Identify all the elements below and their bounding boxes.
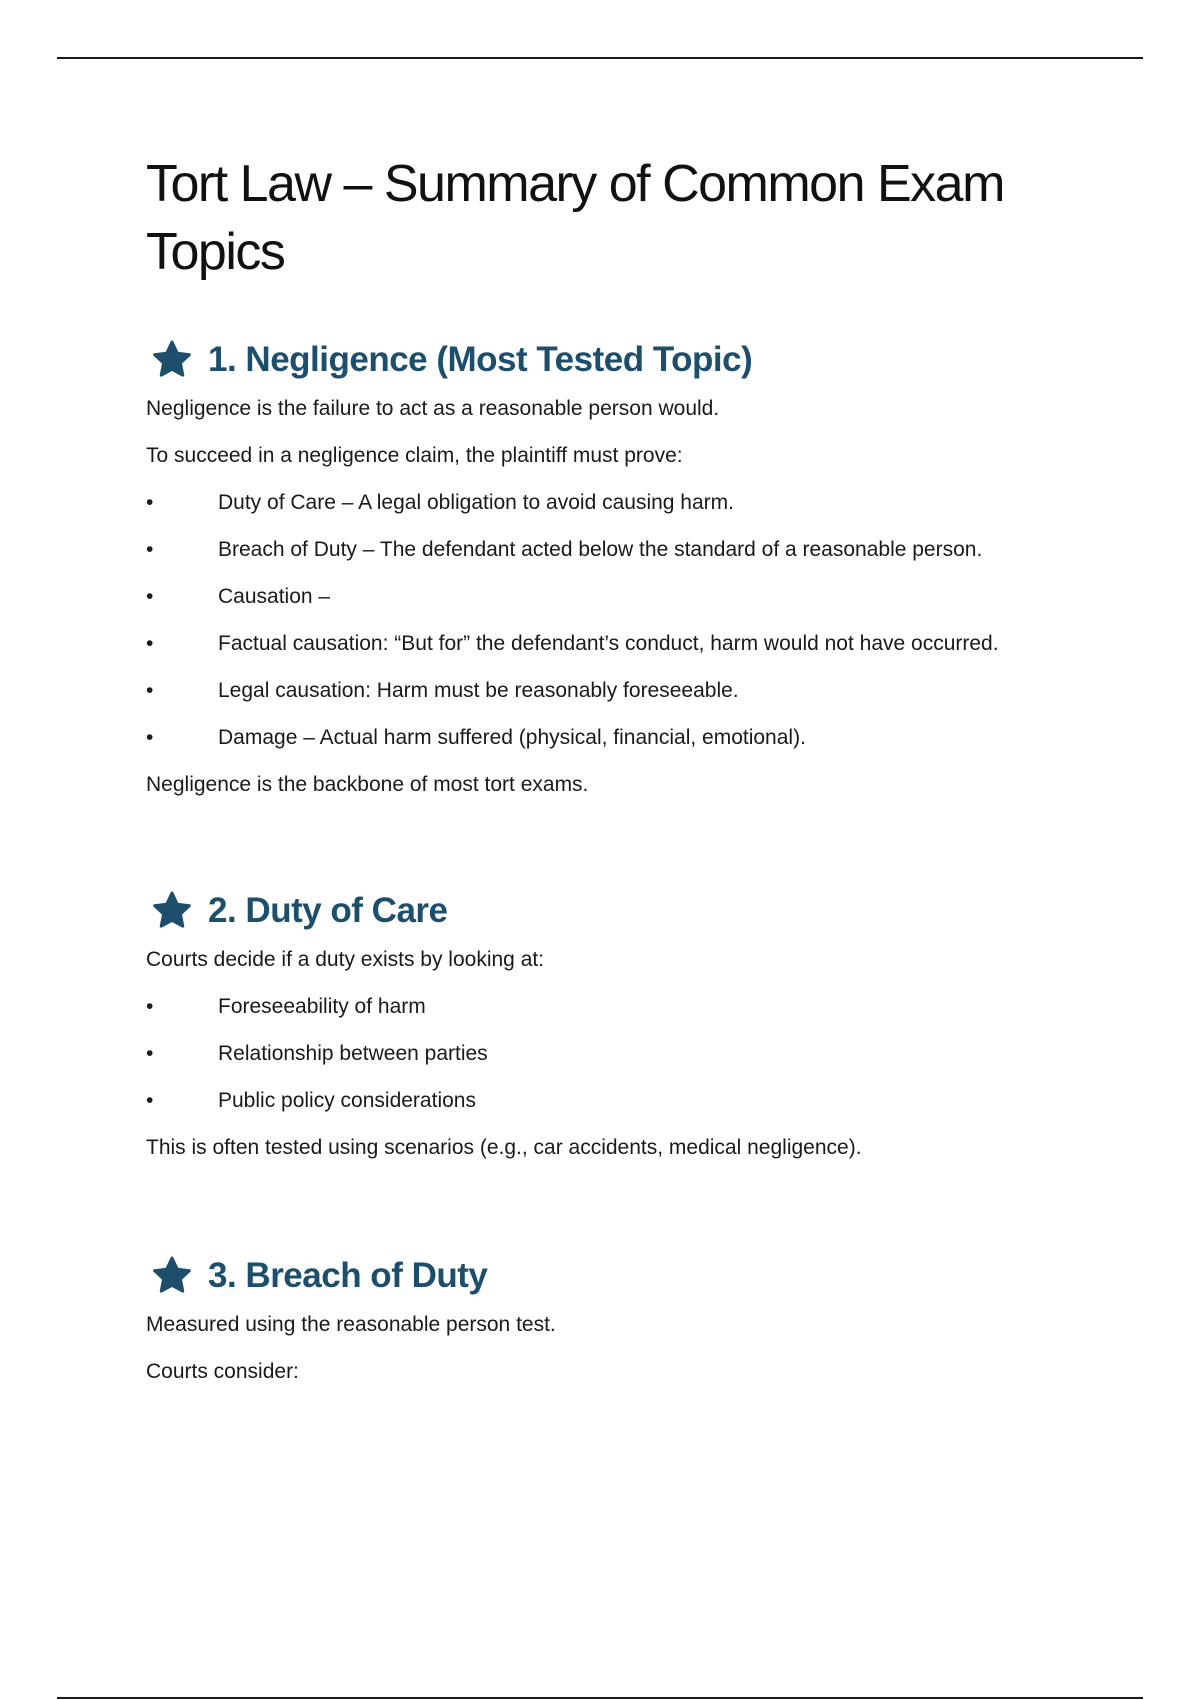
- star-icon: [150, 889, 194, 933]
- list-item: • Damage – Actual harm suffered (physical, financial, emotional).: [146, 721, 1046, 754]
- section-intro: Courts decide if a duty exists by looking at:: [146, 948, 545, 971]
- bullet-icon: •: [146, 585, 154, 608]
- list-item: • Foreseeability of harm: [146, 990, 1046, 1023]
- document-body: [146, 150, 1046, 1388]
- bullet-icon: •: [146, 726, 154, 749]
- section-heading-duty-of-care: [146, 889, 1046, 933]
- bullet-icon: •: [146, 995, 154, 1018]
- list-item: • Public policy considerations: [146, 1084, 1046, 1117]
- bullet-icon: •: [146, 491, 154, 514]
- page-bottom-rule: [57, 1697, 1143, 1699]
- section-closing: This is often tested using scenarios (e.g., car accidents, medical negligence).: [146, 1136, 862, 1159]
- bullet-icon: •: [146, 1089, 154, 1112]
- section-lead: To succeed in a negligence claim, the plaintiff must prove:: [146, 444, 683, 467]
- star-icon: [150, 338, 194, 382]
- bullet-icon: •: [146, 679, 154, 702]
- list-item: • Causation –: [146, 580, 1046, 613]
- section-intro: Measured using the reasonable person test.: [146, 1313, 556, 1336]
- section-closing: Negligence is the backbone of most tort exams.: [146, 773, 589, 796]
- list-item: • Factual causation: “But for” the defendant’s conduct, harm would not have occurred.: [146, 627, 1046, 660]
- page-top-rule: [57, 57, 1143, 59]
- section-heading-negligence: [146, 338, 1046, 382]
- section-heading-text: 1. Negligence (Most Tested Topic): [208, 340, 753, 379]
- section-heading-text: 2. Duty of Care: [208, 891, 448, 930]
- bullet-icon: •: [146, 538, 154, 561]
- list-item: • Breach of Duty – The defendant acted below the standard of a reasonable person.: [146, 533, 1046, 566]
- star-icon: [150, 1254, 194, 1298]
- list-item: • Duty of Care – A legal obligation to avoid causing harm.: [146, 486, 1046, 519]
- bullet-icon: •: [146, 1042, 154, 1065]
- list-item: • Legal causation: Harm must be reasonably foreseeable.: [146, 674, 1046, 707]
- section-heading-text: 3. Breach of Duty: [208, 1256, 488, 1295]
- document-title: Tort Law – Summary of Common Exam Topics: [146, 155, 1004, 281]
- section-intro: Negligence is the failure to act as a reasonable person would.: [146, 397, 720, 420]
- list-item: • Relationship between parties: [146, 1037, 1046, 1070]
- bullet-icon: •: [146, 632, 154, 655]
- section-heading-breach-of-duty: [146, 1254, 1046, 1298]
- section-lead: Courts consider:: [146, 1360, 299, 1383]
